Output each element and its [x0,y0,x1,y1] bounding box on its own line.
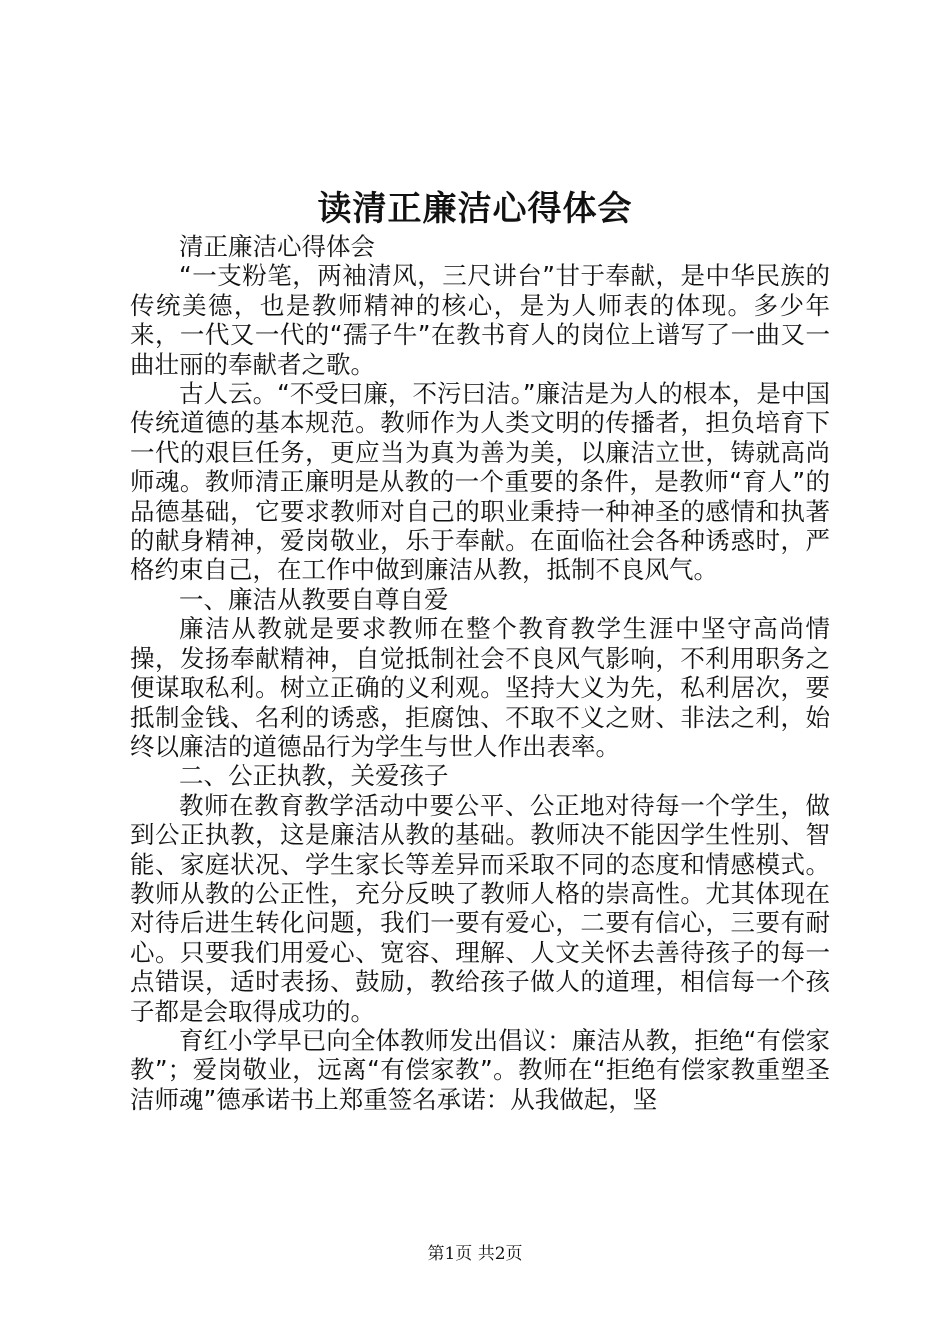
section-heading: 一、廉洁从教要自尊自爱 [179,584,449,614]
paragraph: “一支粉笔，两袖清风，三尺讲台”甘于奉献，是中华民族的传统美德，也是教师精神的核心，是为人师表的体现。多少年来，一代又一代的“孺子牛”在教书育人的岗位上谱写了一曲又一曲壮丽的奉献者之歌。 [130,261,830,379]
paragraph: 古人云。“不受曰廉，不污曰洁。”廉洁是为人的根本，是中国传统道德的基本规范。教师作为人类文明的传播者，担负培育下一代的艰巨任务，更应当为真为善为美，以廉洁立世，铸就高尚师魂。教师清正廉明是从教的一个重要的条件，是教师“育人”的品德基础，它要求教师对自己的职业秉持一种神圣的感情和执著的献身精神，爱岗敬业，乐于奉献。在面临社会各种诱惑时，严格约束自己，在工作中做到廉洁从教，抵制不良风气。 [130,379,830,585]
section-heading: 二、公正执教，关爱孩子 [179,761,449,791]
paragraph: 清正廉洁心得体会 [179,232,375,261]
document-body [130,232,830,1114]
page-number-footer: 第1页 共2页 [427,1244,523,1264]
paragraph: 廉洁从教就是要求教师在整个教育教学生涯中坚守高尚情操，发扬奉献精神，自觉抵制社会不良风气影响，不利用职务之便谋取私利。树立正确的义利观。坚持大义为先，私利居次，要抵制金钱、名利的诱惑，拒腐蚀、不取不义之财、非法之利，始终以廉洁的道德品行为学生与世人作出表率。 [130,614,830,761]
document-title: 读清正廉洁心得体会 [317,189,633,229]
paragraph: 育红小学早已向全体教师发出倡议：廉洁从教，拒绝“有偿家教”；爱岗敬业，远离“有偿家教”。教师在“拒绝有偿家教重塑圣洁师魂”德承诺书上郑重签名承诺：从我做起，坚 [130,1025,830,1114]
paragraph: 教师在教育教学活动中要公平、公正地对待每一个学生，做到公正执教，这是廉洁从教的基础。教师决不能因学生性别、智能、家庭状况、学生家长等差异而采取不同的态度和情感模式。教师从教的公正性，充分反映了教师人格的崇高性。尤其体现在对待后进生转化问题，我们一要有爱心，二要有信心，三要有耐心。只要我们用爱心、宽容、理解、人文关怀去善待孩子的每一点错误，适时表扬、鼓励，教给孩子做人的道理，相信每一个孩子都是会取得成功的。 [130,790,830,1026]
